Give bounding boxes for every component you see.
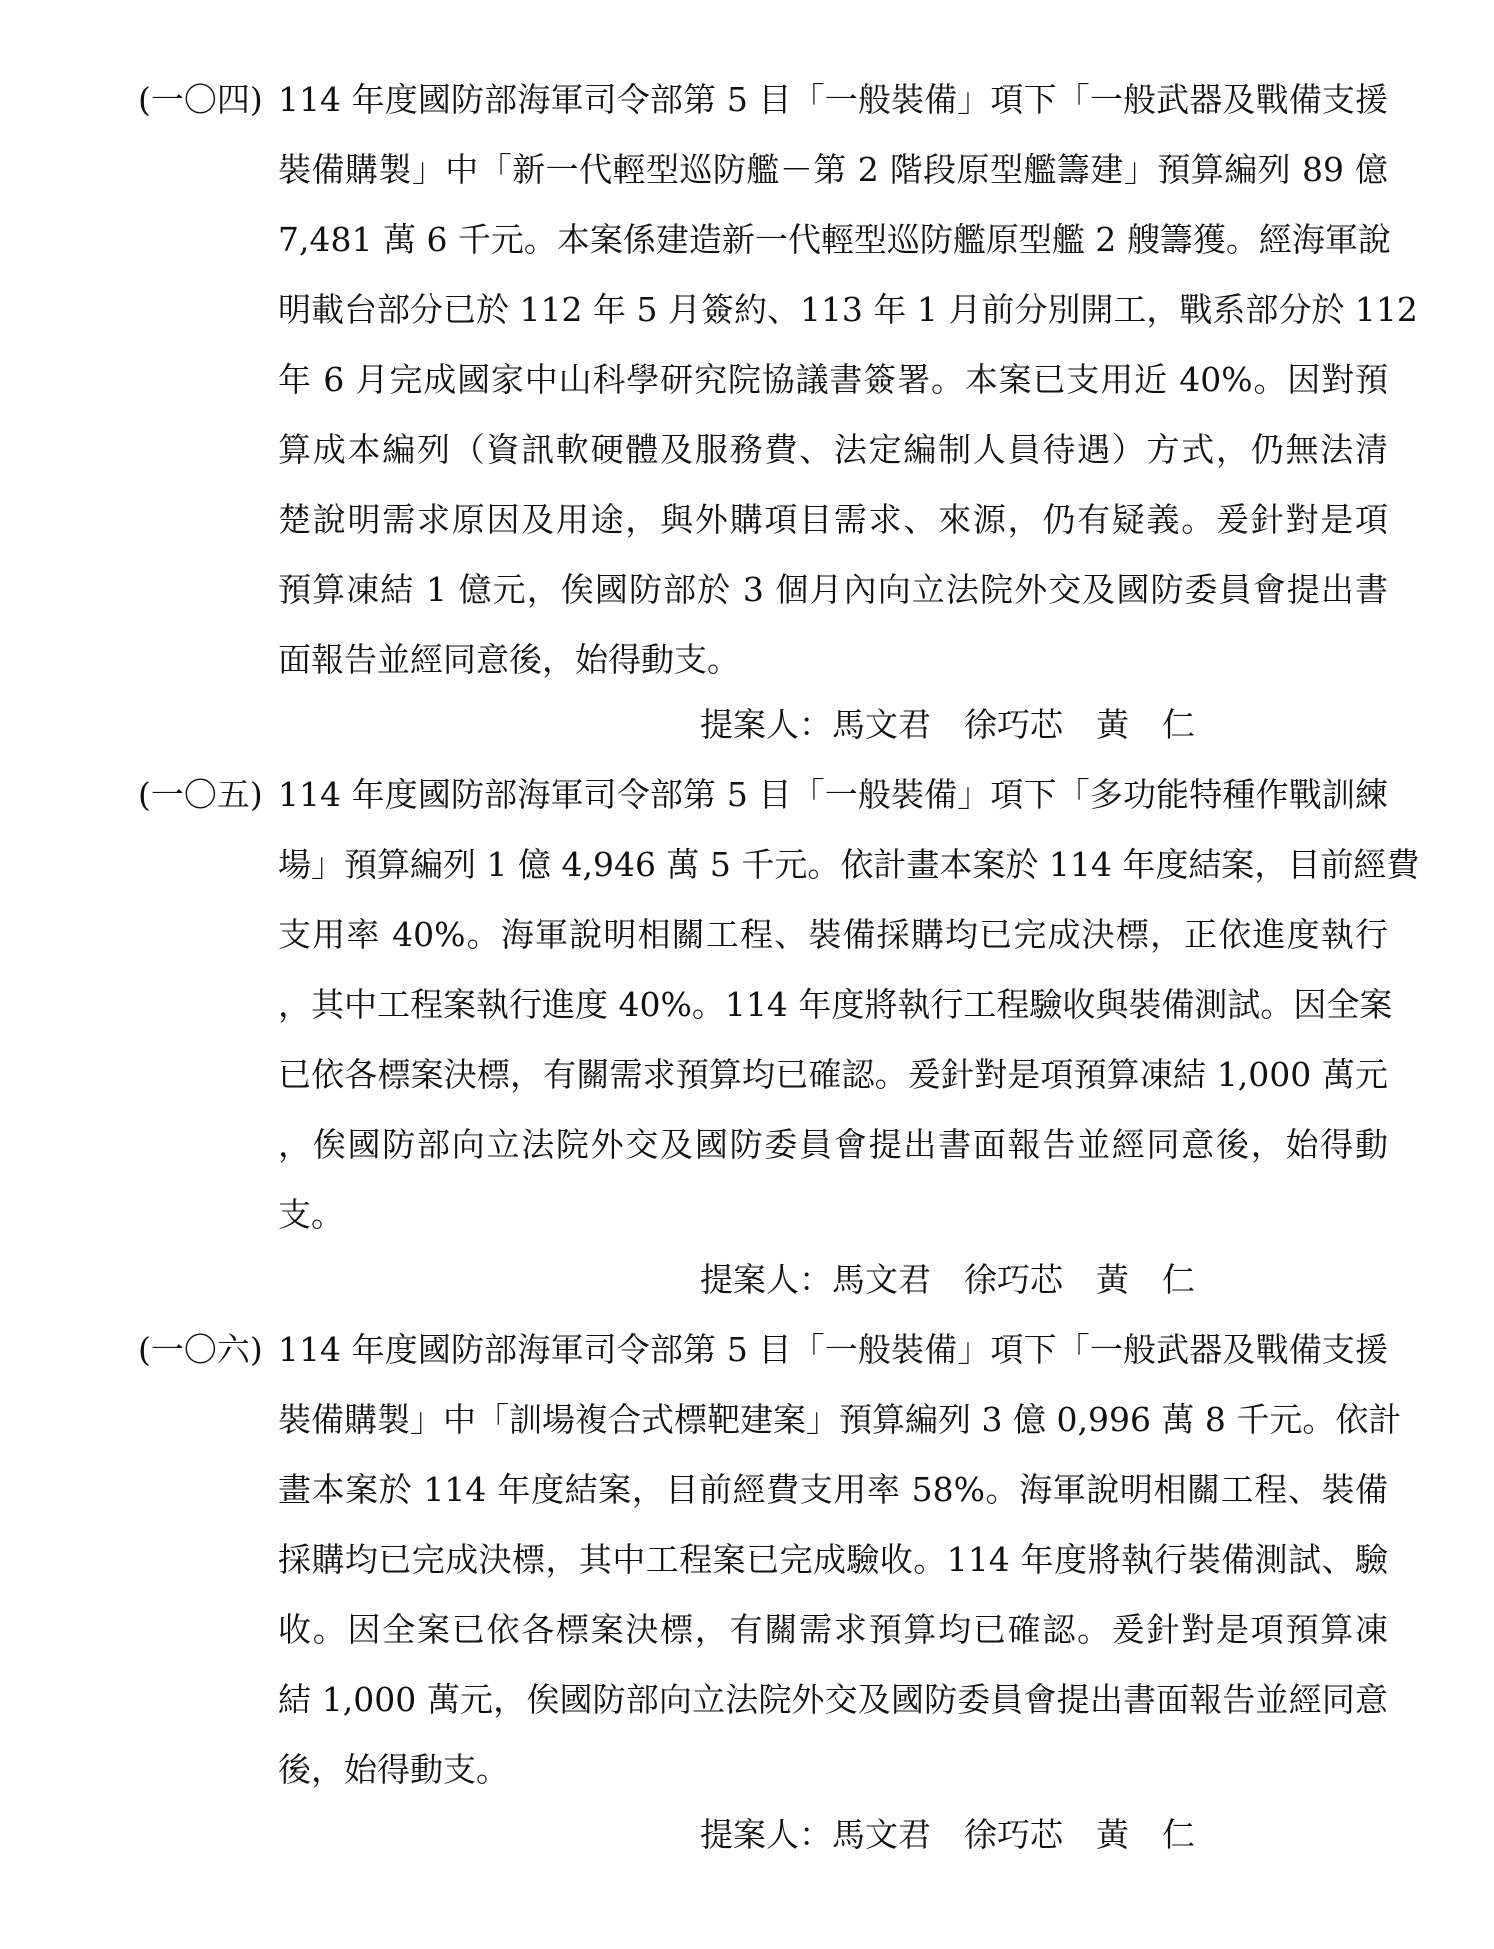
body-line: 裝備購製」中「新一代輕型巡防艦－第 2 階段原型艦籌建」預算編列 89 億 xyxy=(278,150,1388,189)
item-number: (一〇四) xyxy=(138,80,263,119)
body-line: 裝備購製」中「訓場複合式標靶建案」預算編列 3 億 0,996 萬 8 千元。依計 xyxy=(278,1400,1402,1439)
body-line: 面報告並經同意後，始得動支。 xyxy=(278,640,740,679)
body-line: 結 1,000 萬元，俟國防部向立法院外交及國防委員會提出書面報告並經同意 xyxy=(278,1680,1388,1719)
body-line: 已依各標案決標，有關需求預算均已確認。爰針對是項預算凍結 1,000 萬元 xyxy=(278,1055,1388,1094)
item-body xyxy=(278,65,1418,695)
body-line: 年 6 月完成國家中山科學研究院協議書簽署。本案已支用近 40%。因對預 xyxy=(278,360,1388,399)
body-line: 楚說明需求原因及用途，與外購項目需求、來源，仍有疑義。爰針對是項 xyxy=(278,500,1388,539)
body-line: 採購均已完成決標，其中工程案已完成驗收。114 年度將執行裝備測試、驗 xyxy=(278,1540,1388,1579)
body-line: 支用率 40%。海軍說明相關工程、裝備採購均已完成決標，正依進度執行 xyxy=(278,915,1388,954)
item-number: (一〇五) xyxy=(138,775,263,814)
body-line: ，俟國防部向立法院外交及國防委員會提出書面報告並經同意後，始得動 xyxy=(278,1125,1388,1164)
body-line: 後，始得動支。 xyxy=(278,1750,509,1789)
body-line: 支。 xyxy=(278,1195,344,1234)
proposer-signature: 提案人：馬文君 徐巧芯 黃 仁 xyxy=(700,1260,1195,1299)
body-line: 114 年度國防部海軍司令部第 5 目「一般裝備」項下「一般武器及戰備支援 xyxy=(278,80,1388,119)
body-line: 算成本編列（資訊軟硬體及服務費、法定編制人員待遇）方式，仍無法清 xyxy=(278,430,1388,469)
proposer-signature: 提案人：馬文君 徐巧芯 黃 仁 xyxy=(700,705,1195,744)
item-body xyxy=(278,1315,1402,1805)
body-line: 預算凍結 1 億元，俟國防部於 3 個月內向立法院外交及國防委員會提出書 xyxy=(278,570,1388,609)
body-line: ，其中工程案執行進度 40%。114 年度將執行工程驗收與裝備測試。因全案 xyxy=(278,985,1393,1024)
body-line: 114 年度國防部海軍司令部第 5 目「一般裝備」項下「多功能特種作戰訓練 xyxy=(278,775,1388,814)
body-line: 收。因全案已依各標案決標，有關需求預算均已確認。爰針對是項預算凍 xyxy=(278,1610,1388,1649)
body-line: 場」預算編列 1 億 4,946 萬 5 千元。依計畫本案於 114 年度結案，目前經費 xyxy=(278,845,1420,884)
item-number: (一〇六) xyxy=(138,1330,263,1369)
proposer-signature: 提案人：馬文君 徐巧芯 黃 仁 xyxy=(700,1815,1195,1854)
item-body xyxy=(278,760,1420,1250)
body-line: 畫本案於 114 年度結案，目前經費支用率 58%。海軍說明相關工程、裝備 xyxy=(278,1470,1388,1509)
body-line: 明載台部分已於 112 年 5 月簽約、113 年 1 月前分別開工，戰系部分於 112 xyxy=(278,290,1418,329)
body-line: 7,481 萬 6 千元。本案係建造新一代輕型巡防艦原型艦 2 艘籌獲。經海軍說 xyxy=(278,220,1391,259)
body-line: 114 年度國防部海軍司令部第 5 目「一般裝備」項下「一般武器及戰備支援 xyxy=(278,1330,1388,1369)
